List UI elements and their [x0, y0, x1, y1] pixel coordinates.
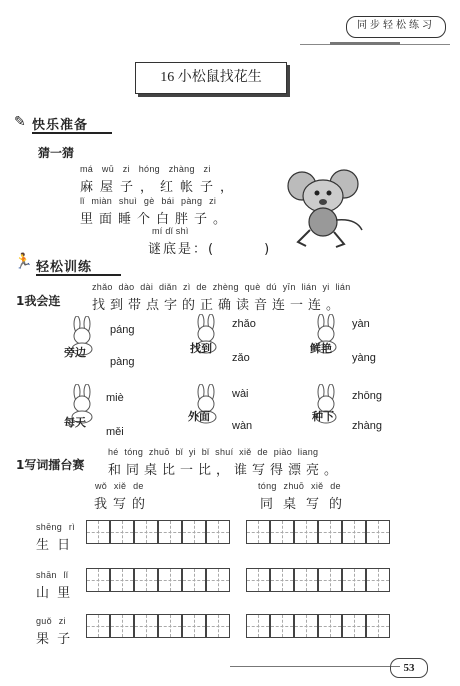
writing-cell[interactable]	[110, 568, 134, 592]
writing-cell[interactable]	[318, 614, 342, 638]
option-1a[interactable]: páng	[110, 324, 135, 336]
writing-cell[interactable]	[86, 614, 110, 638]
writing-cell[interactable]	[294, 614, 318, 638]
lesson-title: 16 小松鼠找花生	[160, 70, 262, 85]
word-row-3-pinyin: guǒ zi	[36, 616, 66, 626]
riddle-line1-pinyin: má wū zi hóng zhàng zi	[80, 164, 211, 174]
writing-cell[interactable]	[318, 520, 342, 544]
option-6a[interactable]: zhōng	[352, 390, 382, 402]
q1-text: 找到带点字的正确读音连一连。	[92, 298, 345, 313]
writing-cell[interactable]	[182, 614, 206, 638]
riddle-answer-text: 谜底是：( )	[148, 242, 272, 257]
page-number: 53	[403, 662, 415, 674]
riddle-line2-text: 里面睡个白胖子。	[80, 212, 233, 227]
writing-cell[interactable]	[206, 520, 230, 544]
footer-rule	[230, 666, 400, 667]
writing-cell[interactable]	[366, 614, 390, 638]
writing-cell[interactable]	[318, 568, 342, 592]
option-5b[interactable]: wàn	[232, 420, 253, 432]
writing-cell[interactable]	[182, 568, 206, 592]
writing-cell[interactable]	[86, 568, 110, 592]
pencil-icon: ✎	[14, 114, 26, 130]
option-4a[interactable]: miè	[106, 392, 124, 404]
page-number-badge	[390, 658, 428, 678]
writing-cell[interactable]	[158, 614, 182, 638]
section1-banner	[14, 112, 124, 134]
writing-cell[interactable]	[342, 568, 366, 592]
riddle-line1-text: 麻屋子，红帐子，	[80, 180, 241, 195]
option-3a[interactable]: yàn	[352, 318, 370, 330]
writing-cell[interactable]	[270, 614, 294, 638]
q2-text: 和同桌比一比，谁写得漂亮。	[108, 463, 343, 478]
col2-label: 同桌写的	[260, 497, 353, 512]
runner-icon: 🏃	[14, 252, 33, 270]
banner-underline	[32, 132, 112, 134]
section1-subtitle: 猜一猜	[38, 146, 75, 160]
q1-title: 1我会连	[16, 294, 61, 308]
option-4b[interactable]: měi	[106, 426, 124, 438]
col2-pinyin: tóng zhuō xiě de	[258, 481, 341, 491]
word-row-1-text: 生 日	[36, 538, 73, 553]
writing-cell[interactable]	[182, 520, 206, 544]
mouse-illustration	[278, 160, 368, 250]
writing-cell[interactable]	[366, 520, 390, 544]
writing-cell[interactable]	[294, 520, 318, 544]
writing-cell[interactable]	[134, 614, 158, 638]
writing-cell[interactable]	[342, 520, 366, 544]
option-2a[interactable]: zhǎo	[232, 318, 256, 330]
word-3: 鲜艳	[310, 342, 332, 355]
section2-banner	[14, 250, 134, 276]
option-1b[interactable]: pàng	[110, 356, 135, 368]
writing-cell[interactable]	[294, 568, 318, 592]
writing-cell[interactable]	[246, 614, 270, 638]
word-row-2-text: 山 里	[36, 586, 73, 601]
q1-pinyin: zhǎo dào dài diǎn zì de zhèng què dú yīn lián yi lián	[92, 282, 351, 292]
writing-cell[interactable]	[134, 520, 158, 544]
col1-label: 我写的	[94, 497, 152, 512]
option-5a[interactable]: wài	[232, 388, 249, 400]
word-row-1-pinyin: shēng rì	[36, 522, 75, 532]
writing-cell[interactable]	[158, 520, 182, 544]
q2-title: 1写词擂台赛	[16, 458, 85, 472]
section1-banner-text: 快乐准备	[32, 117, 89, 132]
riddle-line2-pinyin: lǐ miàn shuì gè bái pàng zi	[80, 196, 217, 206]
word-5: 外面	[188, 410, 210, 423]
q2-pinyin: hé tóng zhuō bǐ yi bǐ shuí xiě de piào liang	[108, 447, 319, 457]
word-2: 找到	[190, 342, 212, 355]
writing-cell[interactable]	[246, 520, 270, 544]
word-row-2-pinyin: shān lǐ	[36, 570, 69, 580]
writing-cell[interactable]	[110, 520, 134, 544]
banner-underline-2	[36, 274, 121, 276]
writing-cell[interactable]	[134, 568, 158, 592]
option-3b[interactable]: yàng	[352, 352, 376, 364]
word-row-3-text: 果 子	[36, 632, 73, 647]
word-4: 每天	[64, 416, 86, 429]
series-badge	[346, 16, 446, 38]
writing-cell[interactable]	[270, 568, 294, 592]
writing-cell[interactable]	[158, 568, 182, 592]
writing-cell[interactable]	[366, 568, 390, 592]
option-2b[interactable]: zǎo	[232, 352, 250, 364]
riddle-answer-pinyin: mí dǐ shì	[152, 226, 189, 236]
option-6b[interactable]: zhàng	[352, 420, 382, 432]
word-1: 旁边	[64, 346, 86, 359]
header-rule-dark	[330, 42, 400, 45]
writing-cell[interactable]	[110, 614, 134, 638]
section2-banner-text: 轻松训练	[36, 259, 93, 274]
lesson-title-box	[135, 62, 287, 94]
series-title: 同步轻松练习	[357, 20, 435, 31]
col1-pinyin: wǒ xiě de	[95, 481, 144, 491]
writing-cell[interactable]	[342, 614, 366, 638]
writing-cell[interactable]	[246, 568, 270, 592]
writing-cell[interactable]	[206, 614, 230, 638]
writing-cell[interactable]	[206, 568, 230, 592]
writing-cell[interactable]	[86, 520, 110, 544]
word-6: 种下	[312, 410, 334, 423]
writing-cell[interactable]	[270, 520, 294, 544]
